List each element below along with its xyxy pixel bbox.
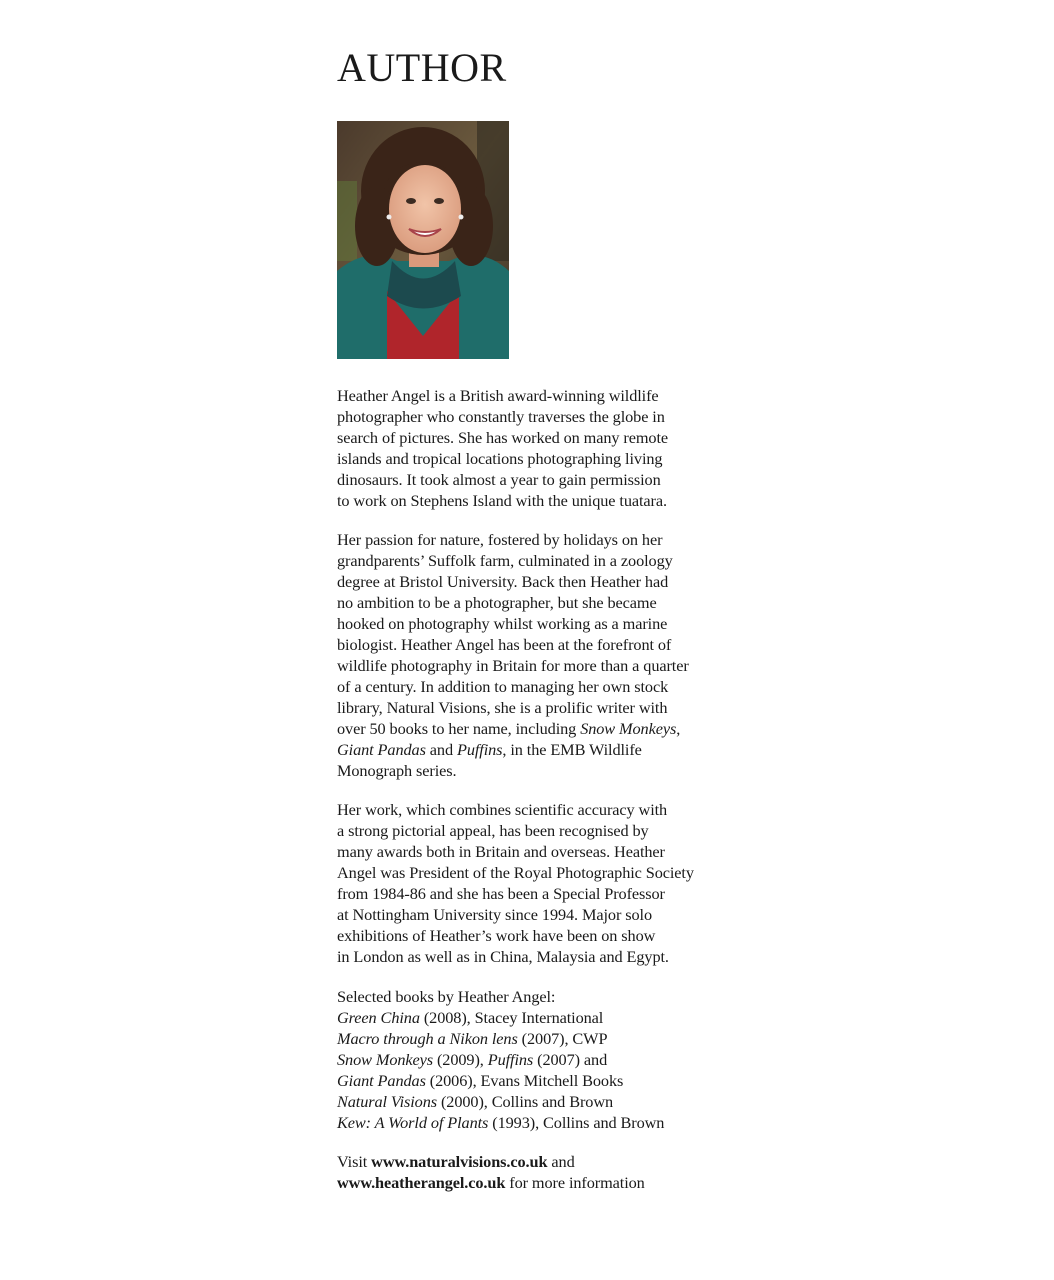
text-line: Angel was President of the Royal Photographic Society: [337, 863, 694, 882]
text-line: dinosaurs. It took almost a year to gain permission: [337, 470, 661, 489]
book-item: [337, 1049, 737, 1070]
book-title: Giant Pandas: [337, 740, 426, 759]
author-photo: [337, 121, 509, 359]
book-title: Kew: A World of Plants: [337, 1113, 489, 1132]
text-line: from 1984-86 and she has been a Special Professor: [337, 884, 665, 903]
book-details: (2008), Stacey International: [419, 1008, 604, 1027]
website-link[interactable]: www.heatherangel.co.uk: [337, 1173, 506, 1192]
text-line: Heather Angel is a British award-winning wildlife: [337, 386, 659, 405]
text-fragment: for more information: [505, 1173, 645, 1192]
text-line: grandparents’ Suffolk farm, culminated in a zoology: [337, 551, 673, 570]
text-fragment: ,: [676, 719, 681, 738]
text-line: hooked on photography whilst working as a marine: [337, 614, 668, 633]
selected-books: [337, 986, 737, 1133]
visit-info: [337, 1151, 737, 1193]
book-item: [337, 1091, 737, 1112]
text-line: [337, 1151, 737, 1172]
bio-paragraph-2: [337, 529, 737, 781]
bio-paragraph-3: [337, 799, 737, 967]
book-item: [337, 1070, 737, 1091]
text-line: at Nottingham University since 1994. Major solo: [337, 905, 653, 924]
text-fragment: , in the EMB Wildlife: [502, 740, 642, 759]
text-line: no ambition to be a photographer, but she became: [337, 593, 657, 612]
text-line: a strong pictorial appeal, has been recognised by: [337, 821, 649, 840]
book-title: Giant Pandas: [337, 1071, 426, 1090]
book-title: Puffins: [487, 1050, 534, 1069]
book-title: Puffins: [456, 740, 503, 759]
books-intro: Selected books by Heather Angel:: [337, 987, 556, 1006]
book-title: Snow Monkeys: [580, 719, 677, 738]
book-details: (2006), Evans Mitchell Books: [425, 1071, 624, 1090]
text-line: of a century. In addition to managing her own stock: [337, 677, 669, 696]
book-item: [337, 1007, 737, 1028]
text-line: wildlife photography in Britain for more than a quarter: [337, 656, 689, 675]
book-title: Macro through a Nikon lens: [337, 1029, 518, 1048]
page-title: AUTHOR: [337, 45, 507, 90]
text-fragment: Visit: [337, 1152, 372, 1171]
book-details: (2007), CWP: [517, 1029, 608, 1048]
book-title: Natural Visions: [337, 1092, 437, 1111]
book-item: [337, 1028, 737, 1049]
text-line: Monograph series.: [337, 761, 457, 780]
book-item: [337, 1112, 737, 1133]
text-line: exhibitions of Heather’s work have been on show: [337, 926, 656, 945]
book-details: (2000), Collins and Brown: [436, 1092, 614, 1111]
book-title: Green China: [337, 1008, 420, 1027]
text-line: search of pictures. She has worked on many remote: [337, 428, 669, 447]
text-line: many awards both in Britain and overseas. Heather: [337, 842, 665, 861]
book-title: Snow Monkeys: [337, 1050, 434, 1069]
text-line: [337, 1172, 737, 1193]
text-line: biologist. Heather Angel has been at the forefront of: [337, 635, 672, 654]
text-fragment: and: [547, 1152, 575, 1171]
website-link[interactable]: www.naturalvisions.co.uk: [371, 1152, 548, 1171]
text-line: library, Natural Visions, she is a prolific writer with: [337, 698, 668, 717]
book-details: (1993), Collins and Brown: [488, 1113, 665, 1132]
text-line: to work on Stephens Island with the unique tuatara.: [337, 491, 667, 510]
text-line: Her work, which combines scientific accuracy with: [337, 800, 668, 819]
text-line: [337, 718, 737, 739]
text-line: [337, 739, 737, 760]
bio-paragraph-1: [337, 385, 737, 511]
book-details: (2007) and: [533, 1050, 608, 1069]
text-line: in London as well as in China, Malaysia and Egypt.: [337, 947, 669, 966]
text-fragment: over 50 books to her name, including: [337, 719, 581, 738]
text-line: Her passion for nature, fostered by holidays on her: [337, 530, 663, 549]
text-fragment: and: [425, 740, 457, 759]
book-details: (2009),: [433, 1050, 488, 1069]
text-line: degree at Bristol University. Back then Heather had: [337, 572, 669, 591]
text-line: photographer who constantly traverses the globe in: [337, 407, 665, 426]
text-line: islands and tropical locations photographing living: [337, 449, 663, 468]
